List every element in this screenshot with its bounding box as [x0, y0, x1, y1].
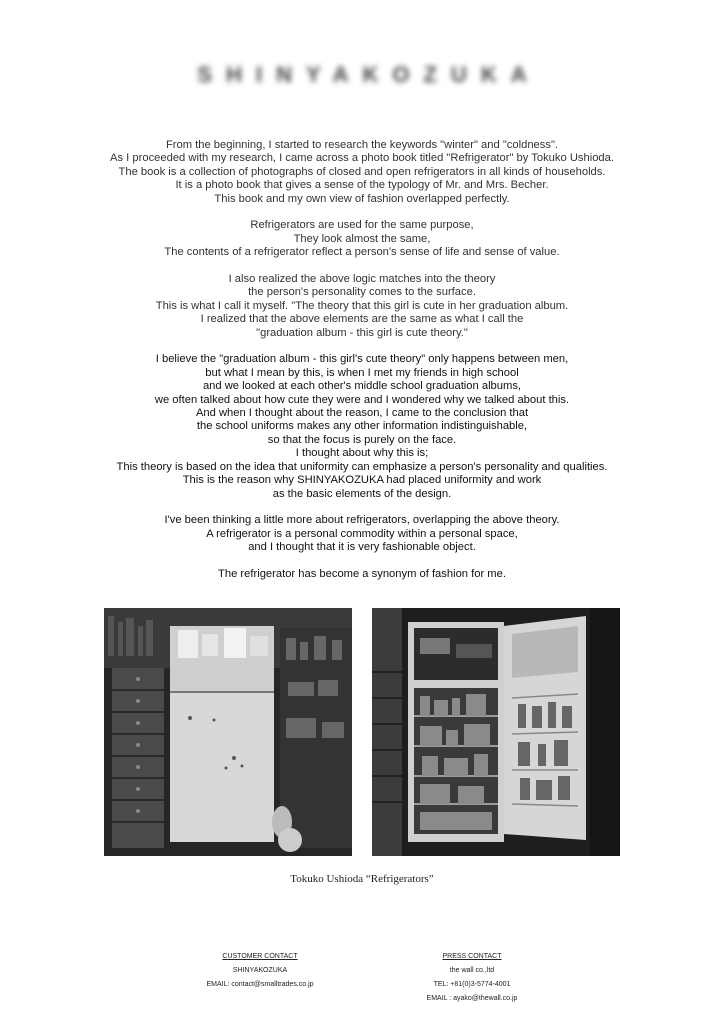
essay-line: It is a photo book that gives a sense of the typology of Mr. and Mrs. Becher. — [175, 179, 549, 192]
essay-line: Refrigerators are used for the same purpose, — [250, 219, 474, 232]
press-contact-heading: PRESS CONTACT — [442, 953, 502, 960]
essay-line: so that the focus is purely on the face. — [267, 433, 457, 446]
essay-line: They look almost the same, — [293, 232, 431, 245]
essay-line: A refrigerator is a personal commodity within a personal space, — [206, 527, 518, 540]
customer-contact — [150, 950, 370, 992]
essay-line: as the basic elements of the design. — [272, 487, 452, 500]
essay-paragraph-1 — [0, 139, 724, 206]
customer-contact-heading: CUSTOMER CONTACT — [222, 953, 298, 960]
essay-line: "graduation album - this girl is cute theory." — [256, 326, 468, 339]
essay-paragraph-6 — [0, 568, 724, 581]
essay-line: I've been thinking a little more about refrigerators, overlapping the above theory. — [164, 514, 560, 527]
essay-paragraph-4 — [0, 353, 724, 500]
essay-line: This theory is based on the idea that uniformity can emphasize a person's personality and qualities. — [116, 460, 608, 473]
brand-logo: SHINYAKOZUKA — [197, 62, 541, 87]
essay-line: I also realized the above logic matches into the theory — [228, 273, 496, 286]
customer-contact-name: SHINYAKOZUKA — [232, 967, 288, 974]
essay-line: but what I mean by this, is when I met my friends in high school — [205, 366, 519, 379]
press-contact-name: the wall co.,ltd — [449, 967, 495, 974]
customer-contact-email[interactable]: EMAIL: contact@smalltrades.co.jp — [206, 981, 314, 988]
essay-line: The book is a collection of photographs of closed and open refrigerators in all kinds of households. — [118, 165, 606, 178]
open-refrigerator-image — [372, 608, 620, 856]
press-contact-email[interactable]: EMAIL : ayako@thewall.co.jp — [426, 995, 518, 1002]
essay-line: This is the reason why SHINYAKOZUKA had placed uniformity and work — [182, 474, 542, 487]
photo-closed-refrigerator — [104, 608, 352, 856]
press-contact — [362, 950, 582, 1006]
essay-paragraph-5 — [0, 514, 724, 554]
essay-line: and I thought that it is very fashionable object. — [248, 541, 476, 554]
photo-open-refrigerator — [372, 608, 620, 856]
essay-line: the school uniforms makes any other information indistinguishable, — [196, 420, 528, 433]
essay-line: I believe the "graduation album - this girl's cute theory" only happens between men, — [155, 353, 569, 366]
essay-line: the person's personality comes to the surface. — [248, 286, 476, 299]
essay-line: This book and my own view of fashion overlapped perfectly. — [214, 192, 510, 205]
essay-line: The refrigerator has become a synonym of fashion for me. — [218, 567, 506, 580]
essay — [0, 139, 724, 595]
essay-line: The contents of a refrigerator reflect a person's sense of life and sense of value. — [164, 246, 560, 259]
essay-paragraph-3 — [0, 273, 724, 340]
essay-line: As I proceeded with my research, I came across a photo book titled "Refrigerator" by Tokuko Ushioda. — [110, 152, 614, 165]
essay-paragraph-2 — [0, 219, 724, 259]
press-contact-tel[interactable]: TEL: +81(0)3-5774-4001 — [433, 981, 511, 988]
essay-line: And when I thought about the reason, I came to the conclusion that — [195, 407, 529, 420]
essay-line: I realized that the above elements are the same as what I call the — [200, 313, 524, 326]
essay-line: This is what I call it myself. "The theory that this girl is cute in her graduation album. — [155, 299, 569, 312]
photo-caption: Tokuko Ushioda “Refrigerators” — [290, 873, 434, 885]
closed-refrigerator-image — [104, 608, 352, 856]
essay-line: we often talked about how cute they were and I wondered why we talked about this. — [154, 393, 570, 406]
essay-line: and we looked at each other's middle school graduation albums, — [202, 380, 522, 393]
essay-line: I thought about why this is; — [295, 447, 429, 460]
essay-line: From the beginning, I started to research the keywords "winter" and "coldness". — [165, 139, 559, 151]
